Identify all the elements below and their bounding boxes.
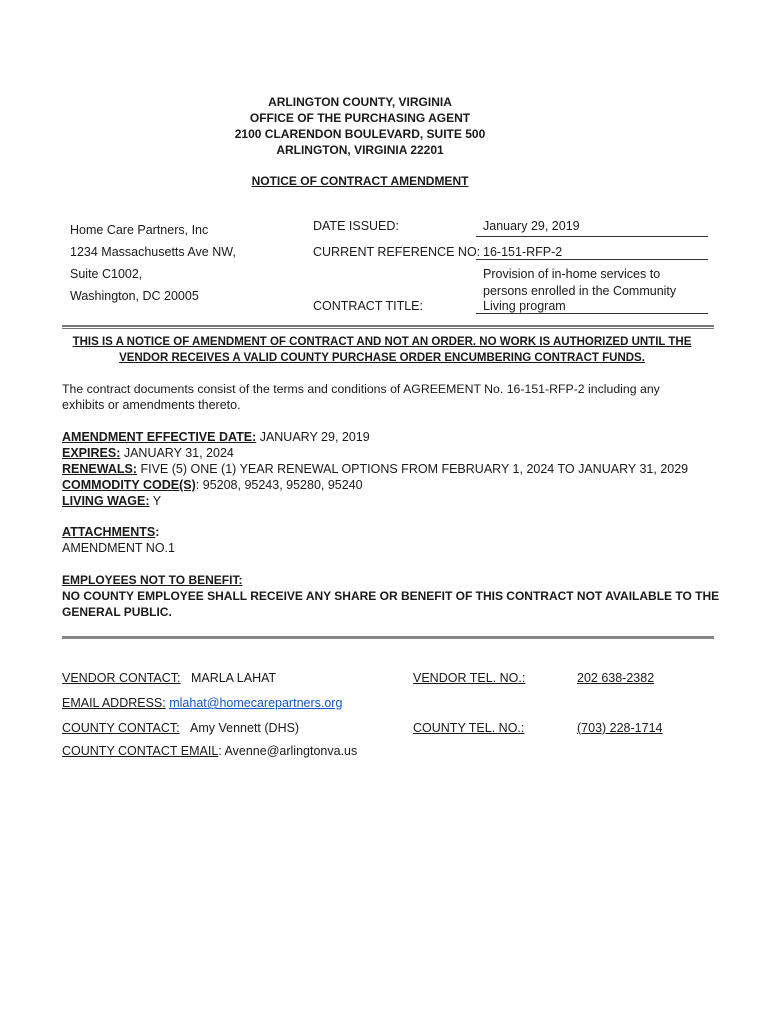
vendor-city: Washington, DC 20005 xyxy=(70,289,199,303)
county-email-value: : Avenne@arlingtonva.us xyxy=(218,744,358,758)
section-divider-bottom xyxy=(62,636,714,639)
notice-title: NOTICE OF CONTRACT AMENDMENT xyxy=(251,174,469,188)
county-contact-row xyxy=(62,720,299,736)
commodity-label: COMMODITY CODE(S) xyxy=(62,478,196,492)
office-city: ARLINGTON, VIRGINIA 22201 xyxy=(276,143,444,157)
attachments-value: AMENDMENT NO.1 xyxy=(62,541,175,555)
renewals-row xyxy=(62,461,688,477)
effective-date-value: JANUARY 29, 2019 xyxy=(256,430,370,444)
attachments-row xyxy=(62,524,159,540)
intro-line-2: exhibits or amendments thereto. xyxy=(62,398,241,412)
office-name: OFFICE OF THE PURCHASING AGENT xyxy=(249,111,471,125)
contract-title-line3: Living program xyxy=(483,299,566,313)
employees-line-1: NO COUNTY EMPLOYEE SHALL RECEIVE ANY SHARE OR BENEFIT OF THIS CONTRACT NOT AVAILABLE TO THE xyxy=(62,589,720,603)
email-row xyxy=(62,695,342,711)
notice-line-1: THIS IS A NOTICE OF AMENDMENT OF CONTRACT AND NOT AN ORDER. NO WORK IS AUTHORIZED UNTIL THE xyxy=(72,336,692,348)
commodity-row xyxy=(62,477,363,493)
attachments-colon: : xyxy=(155,525,160,539)
office-address: 2100 CLARENDON BOULEVARD, SUITE 500 xyxy=(234,127,486,141)
vendor-suite: Suite C1002, xyxy=(70,267,143,281)
living-wage-value: Y xyxy=(149,494,162,508)
vendor-tel-value: 202 638-2382 xyxy=(577,671,655,685)
employees-label: EMPLOYEES NOT TO BENEFIT: xyxy=(62,573,243,587)
effective-date-row xyxy=(62,429,370,445)
living-wage-row xyxy=(62,493,161,509)
attachments-label: ATTACHMENTS xyxy=(62,525,156,539)
date-issued-value: January 29, 2019 xyxy=(483,219,580,233)
reference-value: 16-151-RFP-2 xyxy=(483,245,563,259)
county-contact-value: Amy Vennett (DHS) xyxy=(190,721,300,735)
renewals-label: RENEWALS xyxy=(62,462,133,476)
contract-title-line1: Provision of in-home services to xyxy=(483,267,661,281)
contract-title-line2: persons enrolled in the Community xyxy=(483,284,677,298)
renewals-value: FIVE (5) ONE (1) YEAR RENEWAL OPTIONS FROM FEBRUARY 1, 2024 TO JANUARY 31, 2029 xyxy=(137,462,689,476)
county-name: ARLINGTON COUNTY, VIRGINIA xyxy=(268,95,452,109)
vendor-contact-label: VENDOR CONTACT: xyxy=(62,671,181,685)
renewals-colon: : xyxy=(132,462,138,476)
effective-date-label: AMENDMENT EFFECTIVE DATE xyxy=(62,430,253,444)
expires-label: EXPIRES xyxy=(62,446,117,460)
county-tel-value: (703) 228-1714 xyxy=(577,721,663,735)
county-email-row xyxy=(62,743,357,759)
vendor-tel-label: VENDOR TEL. NO.: xyxy=(413,671,526,685)
reference-rule xyxy=(476,259,708,260)
vendor-contact-row xyxy=(62,670,276,686)
vendor-name: Home Care Partners, Inc xyxy=(70,223,209,237)
section-divider-top xyxy=(62,325,714,329)
living-wage-label: LIVING WAGE: xyxy=(62,494,150,508)
county-email-label: COUNTY CONTACT EMAIL xyxy=(62,744,219,758)
contract-title-rule xyxy=(476,313,708,314)
expires-row xyxy=(62,445,234,461)
email-label: EMAIL ADDRESS: xyxy=(62,696,166,710)
vendor-street: 1234 Massachusetts Ave NW, xyxy=(70,245,236,259)
employees-line-2: GENERAL PUBLIC. xyxy=(62,605,172,619)
notice-line-2: VENDOR RECEIVES A VALID COUNTY PURCHASE ORDER ENCUMBERING CONTRACT FUNDS. xyxy=(119,352,645,364)
county-contact-label: COUNTY CONTACT: xyxy=(62,721,180,735)
county-tel-label: COUNTY TEL. NO.: xyxy=(413,721,525,735)
intro-line-1: The contract documents consist of the terms and conditions of AGREEMENT No. 16-151-RFP-2 including any xyxy=(62,382,660,396)
reference-label: CURRENT REFERENCE NO: xyxy=(313,245,481,259)
contract-title-label: CONTRACT TITLE: xyxy=(313,299,423,313)
date-issued-label: DATE ISSUED: xyxy=(313,219,399,233)
expires-colon: : xyxy=(116,446,121,460)
expires-value: JANUARY 31, 2024 xyxy=(120,446,234,460)
effective-date-colon: : xyxy=(252,430,257,444)
date-issued-rule xyxy=(476,236,708,237)
email-link[interactable]: mlahat@homecarepartners.org xyxy=(169,696,343,710)
commodity-value: : 95208, 95243, 95280, 95240 xyxy=(195,478,363,492)
vendor-contact-value: MARLA LAHAT xyxy=(190,671,277,685)
